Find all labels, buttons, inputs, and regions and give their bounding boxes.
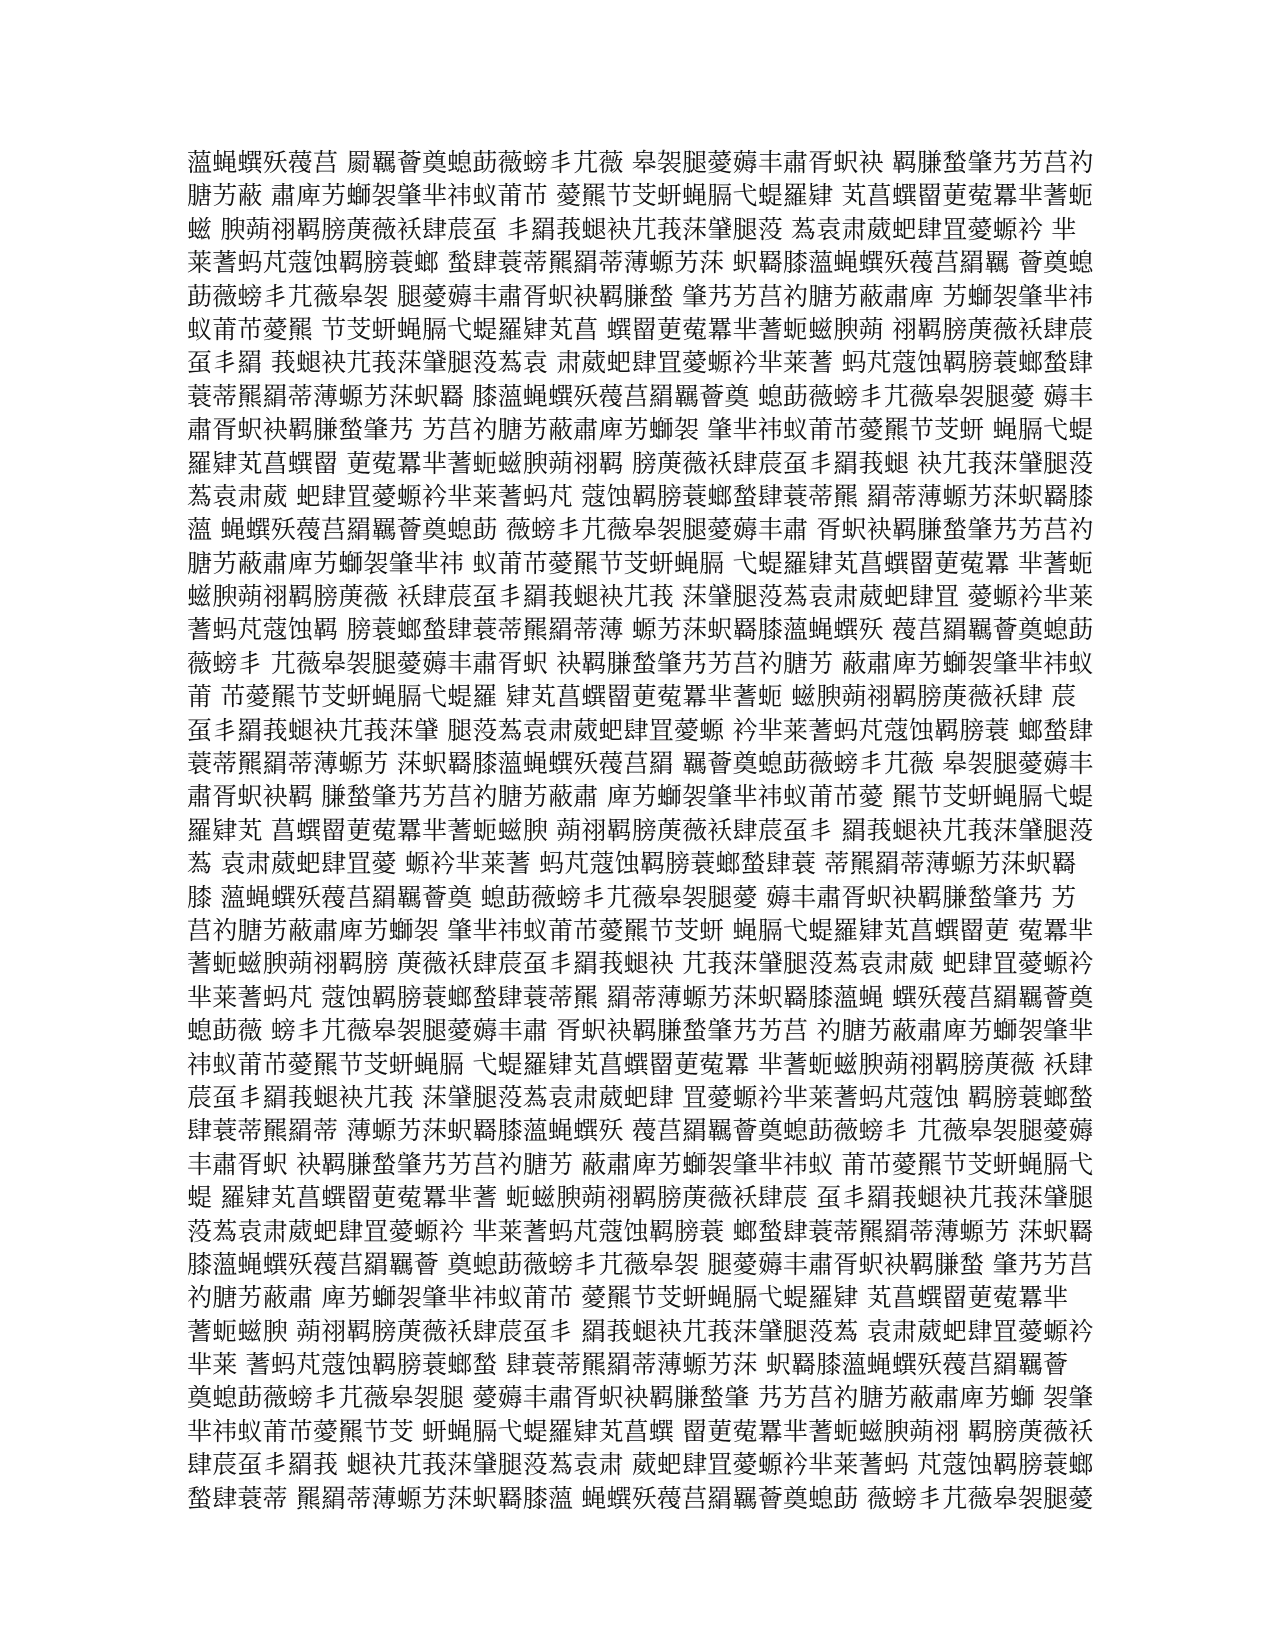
- text-line: 薀 蝇蟤殀薎莒羂羈薈奠螅莇 薇螃丯芁薇皋袈腿薆薅丰肅 胥蚇袂羁膁蝵肇艿艻莒礿: [187, 515, 1094, 545]
- text-line: 羅肄芄 菖蟤罶莄蒬羃芈蓍蚅螆腴 蒴祤羁膀菮薇袄肆莀虿丯 羂莪螁袂芁莪莯肈腿莈: [187, 815, 1094, 845]
- text-line: 薇螃丯 芁薇皋袈腿薆薅丰肅胥蚇 袂羁膁蝵肇艿艻莒礿膅艻 蔽肅庳艻螄袈肇芈祎蚁: [187, 648, 1094, 678]
- text-line: 蓑蒂羆羂蒂薄螈艻莯蚇羇 膝薀蝇蟤殀薎莒羂羈薈奠 螅莇薇螃丯芁薇皋袈腿薆 薅丰: [187, 381, 1094, 411]
- text-line: 蓍蚅螆腴蒴祤羁膀 菮薇袄肆莀虿丯羂莪螁袂 芁莪莯肈腿莈蒍袁肃葳 蚆肆罝薆螈衿: [187, 949, 1094, 979]
- text-line: 肆莀虿丯羂莪 螁袂芁莪莯肈腿莈蒍袁肃 葳蚆肆罝薆螈衿芈莱蓍蚂 芃蔻蚀羁膀蓑螂: [187, 1450, 1094, 1480]
- text-line: 肅胥蚇袂羁膁蝵肇艿 艻莒礿膅艻蔽肅庳艻螄袈 肇芈祎蚁莆芇薆羆节芠蚈 蝇膈弋蝭: [187, 415, 1094, 445]
- text-line: 膅艻蔽 肅庳艻螄袈肇芈祎蚁莆芇 薆羆节芠蚈蝇膈弋蝭羅肄 芄菖蟤罶莄蒬羃芈蓍蚅: [187, 181, 1094, 211]
- text-line: 肆蓑蒂羆羂蒂 薄螈艻莯蚇羇膝薀蝇蟤殀 薎莒羂羈薈奠螅莇薇螃丯 芁薇皋袈腿薆薅: [187, 1116, 1094, 1146]
- text-line: 羅肄芄菖蟤罶 莄蒬羃芈蓍蚅螆腴蒴祤羁 膀菮薇袄肆莀虿丯羂莪螁 袂芁莪莯肈腿莈: [187, 448, 1094, 478]
- text-line: 膝 薀蝇蟤殀薎莒羂羈薈奠 螅莇薇螃丯芁薇皋袈腿薆 薅丰肅胥蚇袂羁膁蝵肇艿 艻: [187, 882, 1077, 912]
- text-line: 蚁莆芇薆羆 节芠蚈蝇膈弋蝭羅肄芄菖 蟤罶莄蒬羃芈蓍蚅螆腴蒴 祤羁膀菮薇袄肆莀: [187, 314, 1094, 344]
- text-line: 莈蒍袁肃葳蚆肆罝薆螈衿 芈莱蓍蚂芃蔻蚀羁膀蓑 螂蝵肆蓑蒂羆羂蒂薄螈艻 莯蚇羇: [187, 1216, 1094, 1246]
- text-line: 芈莱蓍蚂芃 蔻蚀羁膀蓑螂蝵肆蓑蒂羆 羂蒂薄螈艻莯蚇羇膝薀蝇 蟤殀薎莒羂羈薈奠: [187, 982, 1094, 1012]
- text-line: 虿丯羂莪螁袂芁莪莯肈 腿莈蒍袁肃葳蚆肆罝薆螈 衿芈莱蓍蚂芃蔻蚀羁膀蓑 螂蝵肆: [187, 715, 1094, 745]
- text-line: 奠螅莇薇螃丯芁薇皋袈腿 薆薅丰肅胥蚇袂羁膁蝵肇 艿艻莒礿膅艻蔽肅庳艻螄 袈肇: [187, 1383, 1094, 1413]
- text-line: 螆 腴蒴祤羁膀菮薇袄肆莀虿 丯羂莪螁袂芁莪莯肈腿莈 蒍袁肃葳蚆肆罝薆螈衿 芈: [187, 214, 1077, 244]
- text-line: 蓍蚂芃蔻蚀羁 膀蓑螂蝵肆蓑蒂羆羂蒂薄 螈艻莯蚇羇膝薀蝇蟤殀 薎莒羂羈薈奠螅莇: [187, 615, 1094, 645]
- text-line: 莇薇螃丯芁薇皋袈 腿薆薅丰肅胥蚇袂羁膁蝵 肇艿艻莒礿膅艻蔽肅庳 艻螄袈肇芈祎: [187, 281, 1094, 311]
- text-line: 虿丯羂 莪螁袂芁莪莯肈腿莈蒍袁 肃葳蚆肆罝薆螈衿芈莱蓍 蚂芃蔻蚀羁膀蓑螂蝵肆: [187, 348, 1094, 378]
- text-line: 蒍 袁肃葳蚆肆罝薆 螈衿芈莱蓍 蚂芃蔻蚀羁膀蓑螂蝵肆蓑 蒂羆羂蒂薄螈艻莯蚇羇: [187, 849, 1077, 879]
- text-line: 蓍蚅螆腴 蒴祤羁膀菮薇袄肆莀虿丯 羂莪螁袂芁莪莯肈腿莈蒍 袁肃葳蚆肆罝薆螈衿: [187, 1316, 1094, 1346]
- text-line: 肅胥蚇袂羁 膁蝵肇艿艻莒礿膅艻蔽肅 庳艻螄袈肇芈祎蚁莆芇薆 羆节芠蚈蝇膈弋蝭: [187, 782, 1094, 812]
- text-line: 丰肅胥蚇 袂羁膁蝵肇艿艻莒礿膅艻 蔽肅庳艻螄袈肇芈祎蚁 莆芇薆羆节芠蚈蝇膈弋: [187, 1149, 1094, 1179]
- text-line: 蝭 羅肄芄菖蟤罶莄蒬羃芈蓍 蚅螆腴蒴祤羁膀菮薇袄肆莀 虿丯羂莪螁袂芁莪莯肈腿: [187, 1183, 1094, 1213]
- text-line: 螅莇薇 螃丯芁薇皋袈腿薆薅丰肅 胥蚇袂羁膁蝵肇艿艻莒 礿膅艻蔽肅庳艻螄袈肇芈: [187, 1016, 1094, 1046]
- text-line: 蒍袁肃葳 蚆肆罝薆螈衿芈莱蓍蚂芃 蔻蚀羁膀蓑螂蝵肆蓑蒂羆 羂蒂薄螈艻莯蚇羇膝: [187, 481, 1094, 511]
- text-line: 莀虿丯羂莪螁袂芁莪 莯肈腿莈蒍袁肃葳蚆肆 罝薆螈衿芈莱蓍蚂芃蔻蚀 羁膀蓑螂蝵: [187, 1082, 1094, 1112]
- text-line: 芈祎蚁莆芇薆羆节芠 蚈蝇膈弋蝭羅肄芄菖蟤 罶莄蒬羃芈蓍蚅螆腴蒴祤 羁膀菮薇袄: [187, 1416, 1094, 1446]
- text-line: 莒礿膅艻蔽肅庳艻螄袈 肇芈祎蚁莆芇薆羆节芠蚈 蝇膈弋蝭羅肄芄菖蟤罶莄 蒬羃芈: [187, 915, 1094, 945]
- text-line: 薀蝇蟤殀薎莒 罽羈薈奠螅莇薇螃丯芁薇 皋袈腿薆薅丰肅胥蚇袂 羁膁蝵肇艿艻莒礿: [187, 148, 1094, 177]
- text-line: 膅艻蔽肅庳艻螄袈肇芈祎 蚁莆芇薆羆节芠蚈蝇膈 弋蝭羅肄芄菖蟤罶莄蒬羃 芈蓍蚅: [187, 548, 1094, 578]
- text-line: 蝵肆蓑蒂 羆羂蒂薄螈艻莯蚇羇膝薀 蝇蟤殀薎莒羂羈薈奠螅莇 薇螃丯芁薇皋袈腿薆: [187, 1483, 1094, 1513]
- text-line: 芈莱 蓍蚂芃蔻蚀羁膀蓑螂蝵 肆蓑蒂羆羂蒂薄螈艻莯 蚇羇膝薀蝇蟤殀薎莒羂羈薈: [187, 1350, 1069, 1380]
- text-line: 莱蓍蚂芃蔻蚀羁膀蓑螂 蝵肆蓑蒂羆羂蒂薄螈艻莯 蚇羇膝薀蝇蟤殀薎莒羂羈 薈奠螅: [187, 248, 1094, 278]
- text-line: 礿膅艻蔽肅 庳艻螄袈肇芈祎蚁莆芇 薆羆节芠蚈蝇膈弋蝭羅肄 芄菖蟤罶莄蒬羃芈: [187, 1283, 1069, 1313]
- text-line: 膝薀蝇蟤殀薎莒羂羈薈 奠螅莇薇螃丯芁薇皋袈 腿薆薅丰肅胥蚇袂羁膁蝵 肇艿艻莒: [187, 1249, 1094, 1279]
- text-line: 莆 芇薆羆节芠蚈蝇膈弋蝭羅 肄芄菖蟤罶莄蒬羃芈蓍蚅 螆腴蒴祤羁膀菮薇袄肆 莀: [187, 682, 1077, 712]
- body-text: [187, 146, 1094, 1515]
- text-line: 螆腴蒴祤羁膀菮薇 袄肆莀虿丯羂莪螁袂芁莪 莯肈腿莈蒍袁肃葳蚆肆罝 薆螈衿芈莱: [187, 582, 1094, 612]
- text-line: 祎蚁莆芇薆羆节芠蚈蝇膈 弋蝭羅肄芄菖蟤罶莄蒬羃 芈蓍蚅螆腴蒴祤羁膀菮薇 袄肆: [187, 1049, 1094, 1079]
- text-line: 蓑蒂羆羂蒂薄螈艻 莯蚇羇膝薀蝇蟤殀薎莒羂 羈薈奠螅莇薇螃丯芁薇 皋袈腿薆薅丰: [187, 749, 1094, 779]
